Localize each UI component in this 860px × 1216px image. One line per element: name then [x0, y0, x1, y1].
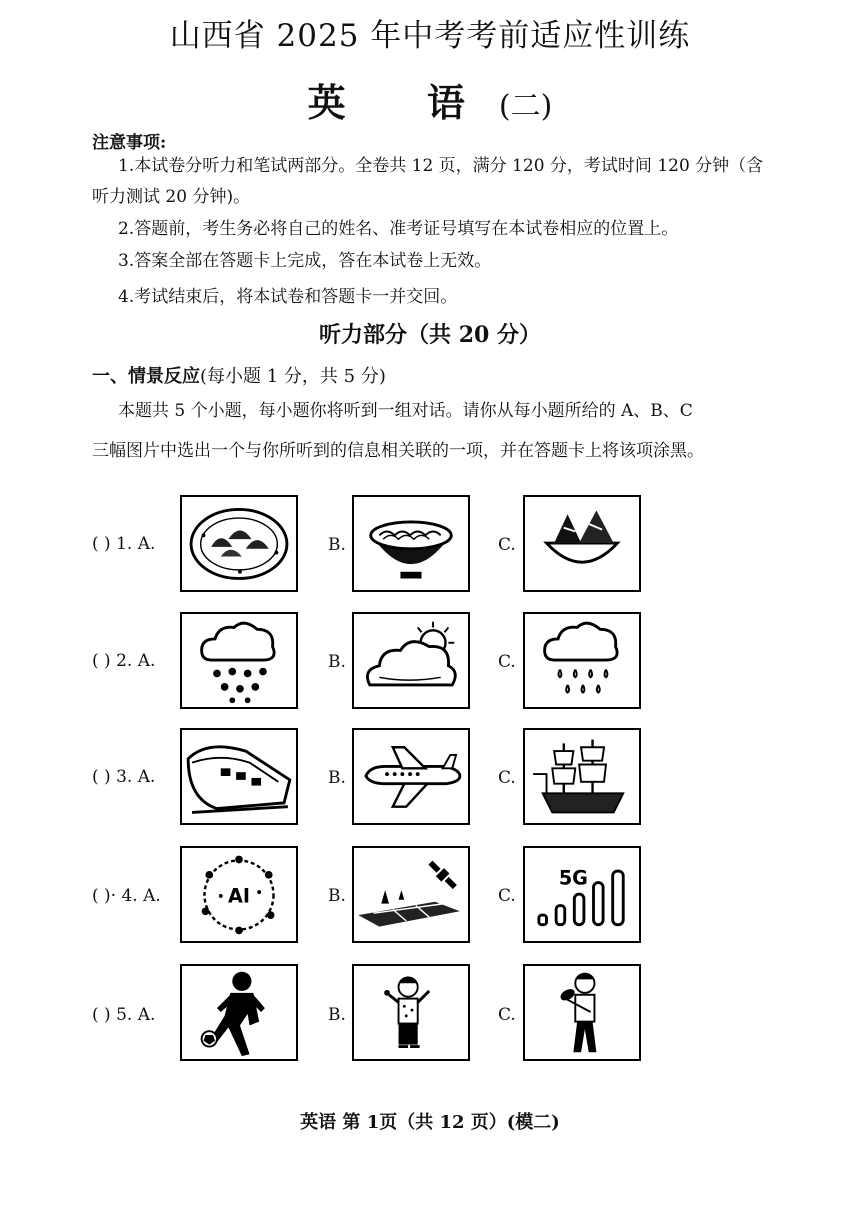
ship-icon	[525, 730, 639, 823]
snow-icon	[182, 614, 296, 707]
5g-signal-icon	[525, 848, 639, 941]
notice-item-1-cont: 听力测试 20 分钟)。	[92, 187, 251, 207]
instructions-line-2: 三幅图片中选出一个与你所听到的信息相关联的一项，并在答题卡上将该项涂黑。	[92, 441, 704, 461]
rain-icon	[525, 614, 639, 707]
subject-suffix: (二)	[498, 89, 553, 124]
zongzi-icon	[525, 497, 639, 590]
exam-title: 山西省 2025 年中考考前适应性训练	[169, 18, 691, 54]
page-footer: 英语 第 1页（共 12 页）(模二)	[300, 1112, 560, 1133]
q4-option-b-label: B.	[328, 886, 346, 906]
q5-option-b-label: B.	[328, 1005, 346, 1025]
subject-main: 英 语	[307, 80, 499, 125]
q2-option-b-label: B.	[328, 652, 346, 672]
q3-option-a[interactable]	[180, 728, 298, 825]
q4-option-c[interactable]	[523, 846, 641, 943]
subject-heading	[0, 72, 860, 127]
q2-option-a[interactable]	[180, 612, 298, 709]
part-one-title	[92, 362, 386, 388]
ai-label: AI	[228, 884, 250, 908]
notice-item-1: 1.本试卷分听力和笔试两部分。全卷共 12 页，满分 120 分，考试时间 120 分钟（含	[118, 156, 764, 176]
instructions-line-1: 本题共 5 个小题，每小题你将听到一组对话。请你从每小题所给的 A、B、C	[118, 401, 693, 421]
train-icon	[182, 730, 296, 823]
q2-option-b[interactable]	[352, 612, 470, 709]
q1-option-b[interactable]	[352, 495, 470, 592]
q4-option-b[interactable]	[352, 846, 470, 943]
notice-heading: 注意事项:	[92, 133, 167, 153]
violin-boy-icon	[525, 966, 639, 1059]
singer-boy-icon	[354, 966, 468, 1059]
q3-option-b-label: B.	[328, 768, 346, 788]
q3-option-c[interactable]	[523, 728, 641, 825]
q1-option-c-label: C.	[498, 535, 516, 555]
plane-icon	[354, 730, 468, 823]
q5-option-b[interactable]	[352, 964, 470, 1061]
ai-globe-icon	[182, 848, 296, 941]
q5-option-a[interactable]	[180, 964, 298, 1061]
question-2-label: ( ) 2. A.	[92, 651, 156, 671]
q2-option-c-label: C.	[498, 652, 516, 672]
q1-option-b-label: B.	[328, 535, 346, 555]
question-3-label: ( ) 3. A.	[92, 767, 156, 787]
q5-option-c[interactable]	[523, 964, 641, 1061]
q1-option-a[interactable]	[180, 495, 298, 592]
part-one-score: (每小题 1 分，共 5 分)	[200, 366, 386, 387]
question-4-label: ( )· 4. A.	[92, 886, 161, 906]
listening-heading: 听力部分（共 20 分）	[319, 322, 541, 348]
q3-option-b[interactable]	[352, 728, 470, 825]
q3-option-c-label: C.	[498, 768, 516, 788]
notice-item-4: 4.考试结束后，将本试卷和答题卡一并交回。	[118, 287, 458, 307]
dumplings-icon	[182, 497, 296, 590]
noodles-icon	[354, 497, 468, 590]
q1-option-c[interactable]	[523, 495, 641, 592]
soccer-player-icon	[182, 966, 296, 1059]
signal-label: 5G	[558, 866, 588, 890]
question-1-label: ( ) 1. A.	[92, 534, 156, 554]
question-5-label: ( ) 5. A.	[92, 1005, 156, 1025]
notice-item-3: 3.答案全部在答题卡上完成，答在本试卷上无效。	[118, 251, 492, 271]
cloudy-sun-icon	[354, 614, 468, 707]
q2-option-c[interactable]	[523, 612, 641, 709]
part-one-name: 一、情景反应	[92, 366, 200, 387]
q4-option-c-label: C.	[498, 886, 516, 906]
satellite-map-icon	[354, 848, 468, 941]
q4-option-a[interactable]	[180, 846, 298, 943]
notice-item-2: 2.答题前，考生务必将自己的姓名、准考证号填写在本试卷相应的位置上。	[118, 219, 679, 239]
q5-option-c-label: C.	[498, 1005, 516, 1025]
